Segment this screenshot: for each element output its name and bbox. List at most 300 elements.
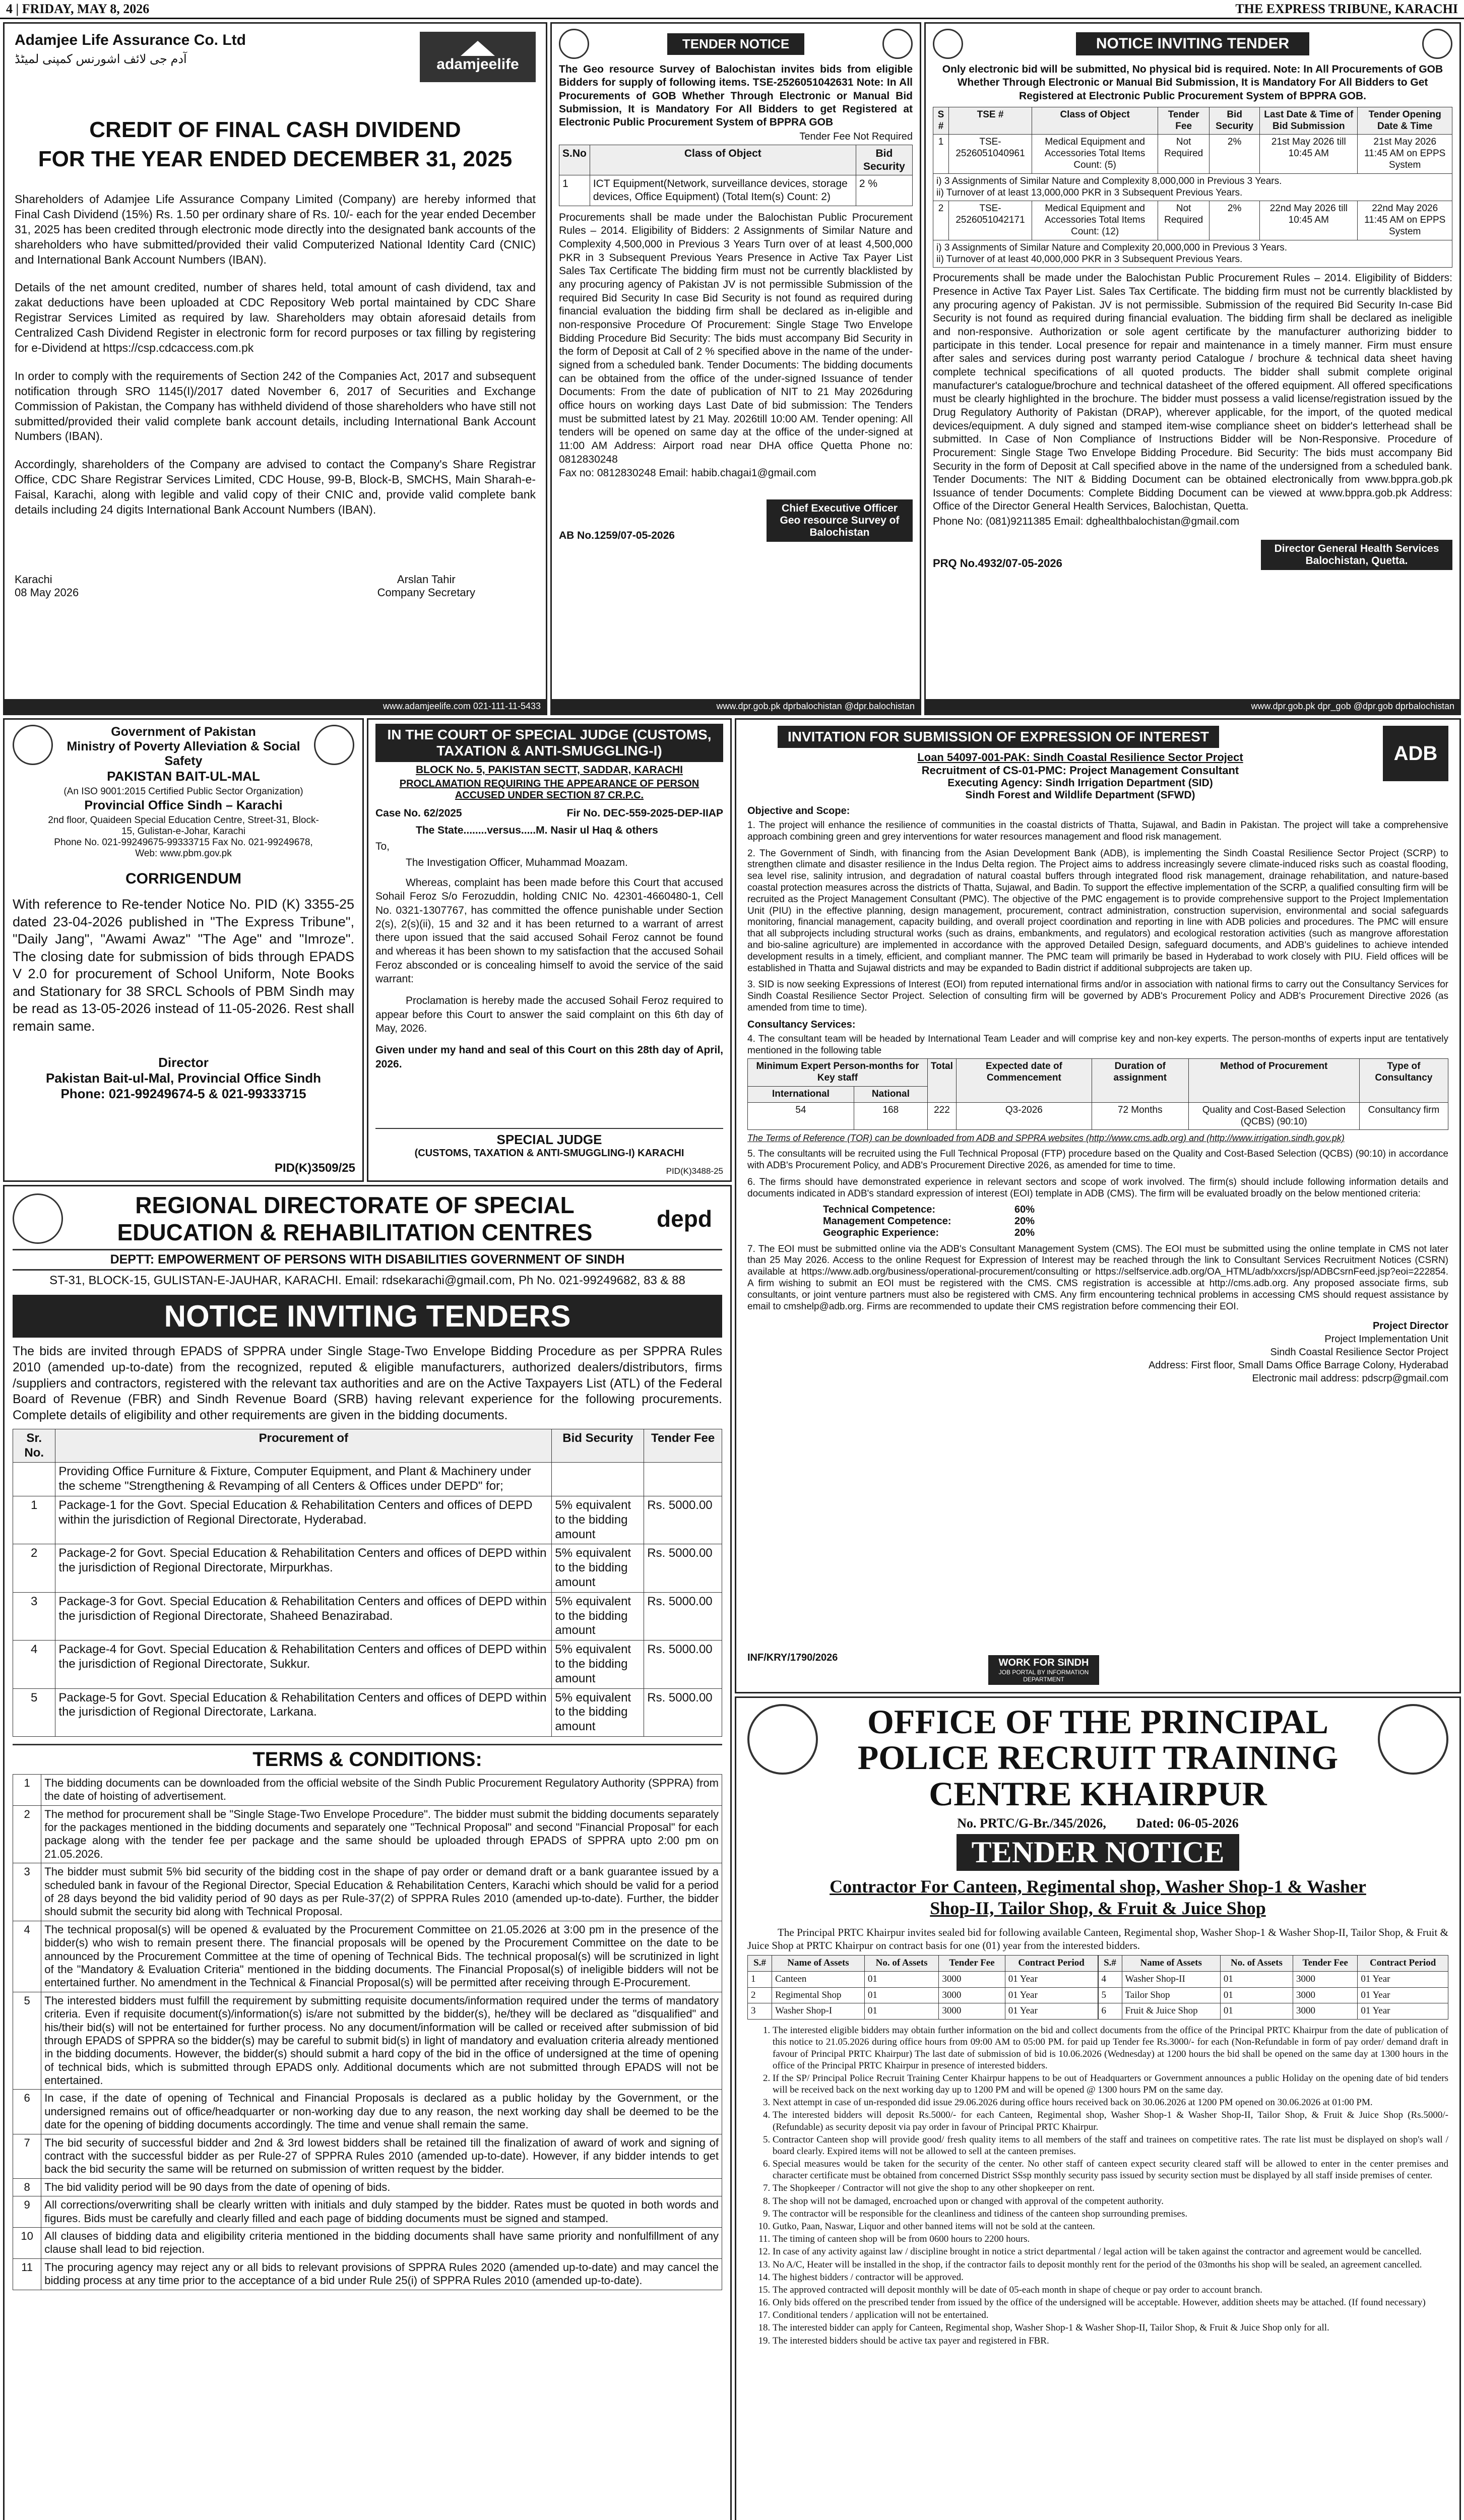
- health-th: Bid Security: [1210, 107, 1260, 135]
- term-row: [13, 2258, 722, 2290]
- cell: Not Required: [1158, 135, 1210, 173]
- court-to: To,: [375, 841, 390, 852]
- adb-logo: [1383, 726, 1448, 781]
- term-row: [13, 1863, 722, 1921]
- cell: Medical Equipment and Accessories Total Items Count: (12): [1032, 201, 1158, 240]
- adb-agency2: Sindh Forest and Wildlife Department (SFWD): [965, 789, 1195, 801]
- house-icon: [461, 41, 495, 56]
- health-th: TSE #: [949, 107, 1032, 135]
- health-th: Class of Object: [1032, 107, 1158, 135]
- cell: 2: [748, 1987, 772, 2003]
- adb-jp-text: JOB PORTAL BY INFORMATION DEPARTMENT: [998, 1669, 1089, 1683]
- term-text: All corrections/overwriting shall be clearly written with initials and duly stamped by the bidder. Rates must be quoted in both words and figures. Bids must be carefully and clearly filled and each page of bidding documents must be signed and stamped.: [41, 2196, 722, 2228]
- cell: 2: [13, 1544, 55, 1592]
- cell: 5: [13, 1688, 55, 1736]
- cell: 5: [1098, 1987, 1122, 2003]
- term-item: 18. The interested bidder can apply for Canteen, Regimental shop, Washer Shop-1 & Washer Shop-II, Tailor Shop, & Fruit & Juice Shop only for all.: [773, 2322, 1448, 2334]
- adb-dir2: Project Implementation Unit: [1324, 1334, 1448, 1345]
- adb-th: Total: [927, 1059, 956, 1102]
- health-note: ii) Turnover of at least 13,000,000 PKR in 3 Subsequent Previous Years.: [936, 187, 1243, 198]
- criteria-label: Geographic Experience:: [823, 1227, 939, 1238]
- adb-th: International: [748, 1086, 854, 1102]
- table-row: [748, 2003, 1098, 2020]
- court-officer: The Investigation Officer, Muhammad Moazam.: [406, 857, 628, 868]
- term-text: The bidding documents can be downloaded from the official website of the Sindh Public Procurement Regulatory Authority (SPPRA) from the date of hoisting of advertisement.: [41, 1774, 722, 1805]
- geo-tender-ad: [550, 22, 921, 715]
- adb-table: [747, 1058, 1448, 1130]
- table-row: [13, 1688, 722, 1736]
- depd-logo: depd: [657, 1206, 712, 1232]
- term-item: 9. The contractor will be responsible for the cleanliness and tidiness of the canteen shop surrounding premises.: [773, 2208, 1448, 2220]
- adb-p1: 1. The project will enhance the resilience of communities in the coastal districts of Thatta, Sujawal, and Badin in Pakistan. The project will take a comprehensive approach combining green and grey interventions for water resources management and flood risk management.: [747, 820, 1448, 842]
- health-th: Tender Opening Date & Time: [1358, 107, 1452, 135]
- adb-th: Expected date of Commencement: [956, 1059, 1092, 1102]
- cell: Rs. 5000.00: [644, 1688, 722, 1736]
- prtc-table-right: [1098, 1955, 1449, 2020]
- term-text: The interested bidders must fulfill the requirement by submitting requisite documents/information required under the terms of mandatory criteria. Even if requisite document(s)/information(s) is/are not submitted by the bidder(s), he/they will be declared as "disqualified" and his/their bid(s) will not be entertained for further process. No any document/information will be called or received after submission of bid through EPADS of SPPRA so the bidder(s) may be careful to submit bid(s) in light of mandatory and evaluation criteria already mentioned in the bidding documents. However, the bidder(s) should submit a hard copy of the bid in the office of undersigned at the time of opening of technical bids, which is submitted through EPADS only. Additional documents which are not submitted through EPADS will not be entertained.: [41, 1992, 722, 2090]
- term-text: The bid security of successful bidder and 2nd & 3rd lowest bidders shall be retained till the finalization of award of work and signing of contract with the successful bidder as per Rule-27 of SPPRA Rules 2010 (amended up-to-date). However, if any bidder intends to get back the bid security the same will be returned on submission of written request by the bidder.: [41, 2134, 722, 2178]
- health-tender-phone: Phone No: (081)9211385 Email: dghealthbalochistan@gmail.com: [933, 516, 1240, 528]
- cell: 01 Year: [1358, 1971, 1448, 1987]
- term-text: The bidder must submit 5% bid security of the bidding cost in the shape of pay order or demand draft or a bank guarantee issued by a scheduled bank in favour of the Regional Director, Special Education & Rehabilitation Centers, Karachi which should be valid for a period of 28 days beyond the bid validity period of 90 days as per Rule-37(2) of SPPRA Rules 2010 (amended up-to-date). Further, the bidder should submit the security bid along with Technical Proposal.: [41, 1863, 722, 1921]
- adb-p2: 2. The Government of Sindh, with financing from the Asian Development Bank (ADB), is implementing the Sindh Coastal Resilience Sector Project (SCRP) to strengthen climate and disaster resilience in the Indus Delta region. The Project aims to address increasingly severe climate-induced risks such as coastal flooding, sea level rise, salinity intrusion, and degradation of natural coastal buffers through integrated flood risk management, drainage rehabilitation, and nature-based coastal protection measures across the districts of Thatta, Sujawal, and Badin. To support the effective implementation of the SCRP, a qualified consulting firm will be recruited as the Project Management Consultant (PMC). The objective of the PMC engagement is to provide comprehensive support to the Project Implementation Unit (PIU) in the effective planning, design management, procurement, contract administration, construction supervision, environmental and social safeguards monitoring, financial management, capacity building, and overall project coordination and reporting in line with ADB policies and procedures. The PMC will ensure that all subprojects including structural works (such as drains, embankments, and regulators) and ecological restoration activities (such as mangrove afforestation and bio-saline agriculture) are implemented in accordance with the approved Detailed Design, safeguard documents, and ADB's guidelines to achieve intended development results in a timely, efficient, and compliant manner. The PMC team will primarily be based in Hyderabad to work closely with PIU. Field offices will be established in Thatta and Sujawal districts and may be expanded to Badin district if additional subprojects are taken up.: [747, 848, 1448, 974]
- adb-loan: Loan 54097-001-PAK: Sindh Coastal Resilience Sector Project: [917, 751, 1243, 764]
- cell: 1: [13, 1496, 55, 1544]
- adb-recruit: Recruitment of CS-01-PMC: Project Management Consultant: [921, 764, 1239, 777]
- geo-tender-body: Procurements shall be made under the Balochistan Public Procurement Rules – 2014. Eligibility of Bidders: 2 Assignments of Similar Nature and Complexity 4,500,000 in Previous 3 Years Turn over of at least 4,500,000 PKR in 3 Subsequent Previous Years Presence in Active Tax Payer List Sales Tax Certificate The bidding firm must not be currently blacklisted by any procuring agency of Pakistan JV is not permissible Submission of the required Bid Security In case Bid Security is not found as required during financial evaluation the bidding firm shall be declared as in-eligible and non-responsive Procedure Of Procurement: Single Stage Two Envelope Bidding Procedure Bid Security: The bids must accompany Bid Security in the form of Deposit at Call of 2 % specified above in the name of the under-signed from a scheduled bank. Tender Documents: The bidding documents can be obtained from the office of the under-signed Issuance of tender Documents: From the date of publication of NIT to 21 May 2026during office hours on working days Last Date of bid submission: The Tenders must be submitted latest by 21 May. 2026till 10:00 AM. Tender opening: All tenders will be opened on same day at the office of the under-signed at 11:00 AM Address: Airport road near DHA office Quetta Phone no: 0812830248: [559, 211, 913, 465]
- health-tender-header: NOTICE INVITING TENDER: [1076, 32, 1309, 55]
- term-row: [13, 2228, 722, 2259]
- adamjee-date: 08 May 2026: [15, 586, 79, 599]
- prtc-title3: CENTRE KHAIRPUR: [929, 1774, 1267, 1813]
- cell: Rs. 5000.00: [644, 1592, 722, 1640]
- cell: Q3-2026: [956, 1102, 1092, 1130]
- adamjee-p2: Details of the net amount credited, number of shares held, total amount of cash dividend, tax and zakat deductions have been uploaded at CDC Repository Web portal maintained by CDC Share Registrar Services Limited as required by law. Shareholders may obtain aforesaid details from Centralized Cash Dividend Register in electronic form for record purposes or tax filling by registering for e-Dividend at https://csp.cdcaccess.com.pk: [15, 281, 536, 355]
- health-tender-body: Procurements shall be made under the Balochistan Public Procurement Rules – 2014. Eligibility of Bidders: Presence in Active Tax Payer List. Sales Tax Certificate. The bidding firm must not be currently blacklisted by any procuring agency of Pakistan. JV is not permissible. Submission of the required Bid Security In-case Bid Security is not found as required during financial evaluation. The bidding firm shall be declared as ineligible and non-responsive. Authorization or sole agent certificate by the manufacturer authorizing bidder to participate in this tender. Local presence for repair and maintenance in a timely manner. Firm must ensure after sales and services during post warranty period Catalogue / brochure & technical data sheet having complete technical specifications of all quoted products. The bidder shall submit complete original manufacturer's catalogue/brochure and technical datasheet of the offered equipment. All offered specifications must be clearly highlighted in the brochure. The bidder must possess a valid license/registration issued by the Drug Regulatory Authority of Pakistan (DRAP), wherever applicable, for the import, of the quoted medical devices/equipment. A duly signed and stamped item-wise compliance sheet on bidder's letterhead shall be submitted. In Case of Non Compliance of Instructions Bidder will be Non-Responsive. Procedure of Procurement: Single Stage Two Envelope Bidding Procedure. Bid Security: The bids must accompany Bid Security in the form of Deposit at Call specified above in the name of the undersigned from a scheduled bank. Tender Documents: The NIT & Bidding Document can be obtained electronically from www.bppra.gob.pk Issuance of tender Documents: Complete Bidding Document can be viewed at www.bppra.gob.pk Address: Office of the Director General Health Services, Balochistan, Quetta.: [933, 272, 1452, 513]
- geo-survey-logo-icon: [882, 29, 913, 59]
- court-state: The State........versus.....M. Nasir ul Haq & others: [416, 825, 658, 836]
- prtc-ad: [735, 1696, 1461, 2520]
- adb-th: National: [854, 1086, 927, 1102]
- term-item: 1. The interested eligible bidders may obtain further information on the bid and collect documents from the office of the Principal PRTC Khairpur from the date of publication of this notice to 21.05.2026 during office hours from 09:00 AM to 05:00 PM. for paid up Tender fee Rs.3000/- for each (Non-Refundable in form of pay order/ demand draft in favour of Principal PRTC Khairpur) The last date of submission of bid is 10.06.2026 (Wednesday) at 1200 hours the bid shall be opened on the same day at 1300 hours in the office of the Principal PRTC Khairpur in presence of interested bidders.: [773, 2025, 1448, 2071]
- sindh-police-logo-icon: [1378, 1704, 1448, 1775]
- adamjee-footer: [5, 699, 546, 714]
- balochistan-emblem-icon: [933, 29, 963, 59]
- term-number: 5: [13, 1992, 41, 2090]
- pbm-addr: 2nd floor, Quaideen Special Education Centre, Street-31, Block-15, Gulistan-e-Johar, Karachi: [48, 815, 319, 837]
- depd-sub: DEPTT: EMPOWERMENT OF PERSONS WITH DISABILITIES GOVERNMENT OF SINDH: [13, 1249, 722, 1271]
- adamjee-signer-title: Company Secretary: [377, 586, 475, 599]
- prtc-th: Name of Assets: [1122, 1956, 1220, 1972]
- health-note: i) 3 Assignments of Similar Nature and Complexity 20,000,000 in Previous 3 Years.: [936, 242, 1287, 253]
- criteria-weight: 60%: [1014, 1204, 1035, 1215]
- cell: Package-3 for Govt. Special Education & Rehabilitation Centers and offices of DEPD within the jurisdiction of Regional Directorate, Shaheed Benazirabad.: [55, 1592, 552, 1640]
- cell: 1: [748, 1971, 772, 1987]
- term-number: 7: [13, 2134, 41, 2178]
- adamjee-p4: Accordingly, shareholders of the Company are advised to contact the Company's Share Registrar Office, CDC Share Registrar Services Limited, CDC House, 99-B, Block-B, SMCHS, Main Sharah-e-Faisal, Karachi, along with legible and valid copy of their CNIC and, provide valid complete bank details including 24 digits International Bank Account Numbers (IBAN).: [15, 458, 536, 517]
- term-row: [13, 1805, 722, 1863]
- term-row: [13, 1921, 722, 1992]
- depd-title2: EDUCATION & REHABILITATION CENTRES: [117, 1219, 593, 1245]
- court-title: IN THE COURT OF SPECIAL JUDGE (CUSTOMS, TAXATION & ANTI-SMUGGLING-I): [375, 724, 723, 762]
- cell: 3000: [939, 1987, 1005, 2003]
- pbm-title: CORRIGENDUM: [125, 870, 241, 887]
- pbm-ad: [3, 718, 364, 1182]
- adb-title: INVITATION FOR SUBMISSION OF EXPRESSION OF INTEREST: [778, 726, 1219, 748]
- court-case: Case No. 62/2025: [375, 807, 462, 819]
- adb-wfs-logo: [988, 1655, 1099, 1685]
- depd-table: [13, 1429, 722, 1737]
- geo-tender-footer: [552, 699, 920, 714]
- adb-obj: Objective and Scope:: [747, 805, 850, 816]
- cell: 5% equivalent to the bidding amount: [552, 1641, 644, 1688]
- prtc-dated: Dated: 06-05-2026: [1136, 1816, 1239, 1831]
- table-row: [748, 1987, 1098, 2003]
- prtc-intro: The Principal PRTC Khairpur invites sealed bid for following available Canteen, Regimental shop, Washer Shop-1 & Washer Shop-II, Tailor Shop, & Fruit & Juice Shop at PRTC Khairpur on contract basis for one (01) year from the interested bidders.: [747, 1926, 1448, 1951]
- geo-tender-footer-text: www.dpr.gob.pk dprbalochistan @dpr.balochistan: [716, 701, 915, 711]
- adb-p3: 3. SID is now seeking Expressions of Interest (EOI) from reputed international firms and/or in association with national firms to carry out the Consultancy Services for Sindh Coastal Resilience Sector Project. Selection of consulting firm will be governed by ADB's Procurement Policy and ADB's Procurement Directive 2026 (as amended from time to time).: [747, 979, 1448, 1013]
- term-text: The technical proposal(s) will be opened & evaluated by the Procurement Committee on 21.05.2026 at 3:00 pm in the presence of the bidder(s) who wish to remain present there. The financial proposals will be opened by the Procurement Committee on the date to be announced by the Procurement Committee at the time of opening of Technical Bids. The technical proposal(s) will be scrutinized in light of the "Mandatory & Evaluation Criteria" mentioned in the bidding documents. The Financial Proposal(s) of ineligible bidders will not be entertained further. No amendment in the Technical & Financial Proposal(s) will be permitted after receiving through E-Procurement.: [41, 1921, 722, 1992]
- cell: 6: [1098, 2003, 1122, 2020]
- term-number: 9: [13, 2196, 41, 2228]
- depd-intro-row: Providing Office Furniture & Fixture, Computer Equipment, and Plant & Machinery under the scheme "Strengthening & Revamping of all Centers & Offices under DEPD" for;: [55, 1463, 552, 1496]
- police-emblem-icon: [747, 1704, 818, 1775]
- prtc-tn: TENDER NOTICE: [957, 1834, 1240, 1871]
- cell: ICT Equipment(Network, surveillance devices, storage devices, Office Equipment) (Total Item(s) Count: 2): [590, 175, 856, 206]
- prtc-th: Tender Fee: [1293, 1956, 1358, 1972]
- cell: 3: [748, 2003, 772, 2020]
- court-addr: BLOCK No. 5, PAKISTAN SECTT, SADDAR, KARACHI: [415, 764, 683, 776]
- health-tender-ref: PRQ No.4932/07-05-2026: [933, 557, 1062, 570]
- cell: Package-1 for the Govt. Special Education & Rehabilitation Centers and offices of DEPD within the jurisdiction of Regional Directorate, Hyderabad.: [55, 1496, 552, 1544]
- term-row: [13, 2134, 722, 2178]
- cell: Package-5 for Govt. Special Education & Rehabilitation Centers and offices of DEPD within the jurisdiction of Regional Directorate, Larkana.: [55, 1688, 552, 1736]
- health-note: ii) Turnover of at least 40,000,000 PKR in 3 Subsequent Previous Years.: [936, 254, 1243, 265]
- adb-th: Minimum Expert Person-months for Key staff: [748, 1059, 928, 1087]
- cell: 4: [1098, 1971, 1122, 1987]
- term-item: 15. The approved contracted will deposit monthly will be date of 05-each month in shape of cheque or pay order to account branch.: [773, 2284, 1448, 2296]
- prtc-th: Contract Period: [1005, 1956, 1098, 1972]
- term-item: 14. The highest bidders / contractor will be approved.: [773, 2272, 1448, 2283]
- cell: 01: [1220, 2003, 1293, 2020]
- term-item: 5. Contractor Canteen shop will provide good/ fresh quality items to all members of the staff and trainees on competitive rates. The rate list must be displayed on shop's wall / board clearly. Expired items will not be allowed to sell at the canteen premises.: [773, 2134, 1448, 2157]
- prtc-title1: OFFICE OF THE PRINCIPAL: [867, 1703, 1328, 1741]
- depd-terms: [13, 1774, 722, 2290]
- cell: Rs. 5000.00: [644, 1544, 722, 1592]
- term-number: 10: [13, 2228, 41, 2259]
- pbm-office: Provincial Office Sindh – Karachi: [84, 798, 283, 812]
- depd-th: Bid Security: [552, 1429, 644, 1463]
- cell: 54: [748, 1102, 854, 1130]
- masthead: [0, 0, 1464, 19]
- cell: 2%: [1210, 135, 1260, 173]
- criteria-item: [823, 1204, 1035, 1216]
- table-row: [13, 1592, 722, 1640]
- pbm-org: PAKISTAN BAIT-UL-MAL: [107, 769, 260, 784]
- term-row: [13, 2090, 722, 2134]
- pbm-sign: Director: [158, 1055, 209, 1070]
- criteria-weight: 20%: [1014, 1227, 1035, 1238]
- term-item: 19. The interested bidders should be active tax payer and registered in FBR.: [773, 2335, 1448, 2347]
- term-item: 12. In case of any activity against law / discipline brought in notice a strict departmental / legal action will be taken against the contractor and agreement would be cancelled.: [773, 2246, 1448, 2257]
- court-ref: PID(K)3488-25: [666, 1166, 723, 1176]
- adb-dir: Project Director: [1372, 1320, 1448, 1332]
- pbm-phone: Phone No. 021-99249675-99333715 Fax No. 021-99249678, Web: www.pbm.gov.pk: [54, 837, 313, 859]
- adb-th: Duration of assignment: [1092, 1059, 1188, 1102]
- term-number: 2: [13, 1805, 41, 1863]
- pbm-ministry: Ministry of Poverty Alleviation & Social Safety: [67, 739, 300, 768]
- term-number: 11: [13, 2258, 41, 2290]
- cell: 21st May 2026 11:45 AM on EPPS System: [1358, 135, 1452, 173]
- court-fir: Fir No. DEC-559-2025-DEP-IIAP: [566, 807, 723, 819]
- health-tender-table: [933, 107, 1452, 268]
- cell: Fruit & Juice Shop: [1122, 2003, 1220, 2020]
- adb-addr: Address: First floor, Small Dams Office Barrage Colony, Hyderabad: [1148, 1360, 1448, 1371]
- col-security: Bid Security: [856, 145, 912, 175]
- pakistan-emblem-icon: [13, 725, 53, 765]
- cell: 5% equivalent to the bidding amount: [552, 1688, 644, 1736]
- depd-nit: NOTICE INVITING TENDERS: [13, 1295, 722, 1338]
- prtc-table-left: [747, 1955, 1098, 2020]
- cell: 4: [13, 1641, 55, 1688]
- cell: 72 Months: [1092, 1102, 1188, 1130]
- prtc-th: No. of Assets: [1220, 1956, 1293, 1972]
- cell: Quality and Cost-Based Selection (QCBS) (90:10): [1188, 1102, 1359, 1130]
- cell: Rs. 5000.00: [644, 1641, 722, 1688]
- prtc-th: S.#: [1098, 1956, 1122, 1972]
- health-note: i) 3 Assignments of Similar Nature and Complexity 8,000,000 in Previous 3 Years.: [936, 175, 1282, 186]
- cell: 5% equivalent to the bidding amount: [552, 1544, 644, 1592]
- table-row: [933, 201, 1452, 240]
- prtc-no: No. PRTC/G-Br./345/2026,: [957, 1816, 1106, 1831]
- cell: 3000: [1293, 1971, 1358, 1987]
- adamjee-company: Adamjee Life Assurance Co. Ltd: [15, 32, 246, 48]
- cell: Rs. 5000.00: [644, 1496, 722, 1544]
- term-item: 17. Conditional tenders / application will not be entertained.: [773, 2309, 1448, 2321]
- adb-cs: Consultancy Services:: [747, 1019, 856, 1030]
- court-sign-sub: (CUSTOMS, TAXATION & ANTI-SMUGGLING-I) KARACHI: [414, 1148, 684, 1159]
- adb-ref: INF/KRY/1790/2026: [747, 1652, 838, 1663]
- cell: Consultancy firm: [1359, 1102, 1448, 1130]
- court-sign: [375, 1128, 723, 1162]
- prtc-th: No. of Assets: [864, 1956, 939, 1972]
- prtc-th: Contract Period: [1358, 1956, 1448, 1972]
- balochistan-emblem-icon: [559, 29, 589, 59]
- table-row: [13, 1496, 722, 1544]
- cell: 01: [1220, 1987, 1293, 2003]
- term-row: [13, 1774, 722, 1805]
- term-item: 6. Special measures would be taken for the security of the center. No other staff of canteen expect security cleared staff will be allowed to enter in the center premises and character certificate must be obtained from concerned District SSsp monthly security pass issued by security section must be displayed by all staff inside premises of center.: [773, 2158, 1448, 2181]
- cell: Package-2 for Govt. Special Education & Rehabilitation Centers and offices of DEPD within the jurisdiction of Regional Directorate, Mirpurkhas.: [55, 1544, 552, 1592]
- term-item: 4. The interested bidders will deposit Rs.5000/- for each Canteen, Regimental shop, Washer Shop-1 & Washer Shop-II, Tailor Shop, & Fruit & Juice Shop (Rs.5000/- (Refundable) as security deposit via pay order in favour of Principal PRTC Khairpur.: [773, 2109, 1448, 2132]
- cell: Washer Shop-I: [772, 2003, 865, 2020]
- cell: Canteen: [772, 1971, 865, 1987]
- cell: Regimental Shop: [772, 1987, 865, 2003]
- cell: 3000: [939, 1971, 1005, 1987]
- cell: 5% equivalent to the bidding amount: [552, 1496, 644, 1544]
- geo-tender-ref: AB No.1259/07-05-2026: [559, 530, 675, 542]
- adamjee-p1: Shareholders of Adamjee Life Assurance Company Limited (Company) are hereby informed that Final Cash Dividend (15%) Rs. 1.50 per ordinary share of Rs. 10/- each for the year ended December 31, 2025 has been credited through electronic mode directly into the designated bank accounts of the shareholders who have submitted/provided their valid Computerized National Identity Card (CNIC) and International Bank Account Numbers (IBAN).: [15, 193, 536, 266]
- cell: Tailor Shop: [1122, 1987, 1220, 2003]
- cell: 3000: [1293, 1987, 1358, 2003]
- term-item: 8. The shop will not be damaged, encroached upon or changed with approval of the competent authority.: [773, 2195, 1448, 2207]
- adamjee-p3: In order to comply with the requirements of Section 242 of the Companies Act, 2017 and subsequent notification through SRO 1145(I)/2017 dated November 6, 2017 of Securities and Exchange Commission of Pakistan, the Company has withheld dividend of those shareholders who have still not submitted/provided their valid complete bank account details, including International Bank Account Numbers (IBAN).: [15, 369, 536, 443]
- adamjee-place: Karachi: [15, 573, 52, 586]
- term-text: The bid validity period will be 90 days from the date of opening of bids.: [41, 2178, 722, 2196]
- col-sno: S.No: [559, 145, 590, 175]
- table-row: [748, 1102, 1448, 1130]
- pbm-iso: (An ISO 9001:2015 Certified Public Sector Organization): [63, 786, 303, 797]
- adb-th: Type of Consultancy: [1359, 1059, 1448, 1102]
- cell: 01: [864, 1987, 939, 2003]
- term-item: 16. Only bids offered on the prescribed tender from issued by the office of the undersigned will be acceptable. However, addition sheets may be attached. (If found necessary): [773, 2297, 1448, 2308]
- cell: 2: [933, 201, 949, 240]
- adb-tor: The Terms of Reference (TOR) can be downloaded from ADB and SPPRA websites (http://www.cms.adb.org) and (http://www.irrigation.sindh.gov.pk): [747, 1133, 1345, 1144]
- prtc-th: Name of Assets: [772, 1956, 865, 1972]
- term-text: The method for procurement shall be "Single Stage-Two Envelope Procedure". The bidder must submit the bidding documents separately for the packages mentioned in the bidding documents and separately one "Technical Proposal" and second "Financial Proposal" for each package along with the tender fee per package and the same should be uploaded through EPADS of SPPRA upto 2:00 pm on 21.05.2026.: [41, 1805, 722, 1863]
- term-item: 11. The timing of canteen shop will be from 0600 hours to 2200 hours.: [773, 2233, 1448, 2245]
- court-sign-title: SPECIAL JUDGE: [496, 1132, 602, 1147]
- cell: Not Required: [1158, 201, 1210, 240]
- prtc-sub: Contractor For Canteen, Regimental shop, Washer Shop-1 & Washer Shop-II, Tailor Shop, & Fruit & Juice Shop: [830, 1876, 1366, 1919]
- term-text: The procuring agency may reject any or all bids to relevant provisions of SPPRA Rules 2020 (amended up-to-date) and may cancel the bidding process at any time prior to the acceptance of a bid under Rule 25(i) of SPPRA Rules 2010 (amended up-to-date).: [41, 2258, 722, 2290]
- adamjee-urdu: آدم جی لائف اشورنس کمپنی لمیٹڈ: [15, 52, 187, 66]
- cell: 2%: [1210, 201, 1260, 240]
- cell: 01: [1220, 1971, 1293, 1987]
- term-number: 3: [13, 1863, 41, 1921]
- pbm-sign2: Pakistan Bait-ul-Mal, Provincial Office Sindh: [45, 1070, 322, 1086]
- pbm-phones: Phone: 021-99249674-5 & 021-99333715: [60, 1086, 306, 1102]
- health-th: S #: [933, 107, 949, 135]
- term-number: 1: [13, 1774, 41, 1805]
- health-th: Last Date & Time of Bid Submission: [1260, 107, 1358, 135]
- adamjee-signer: Arslan Tahir: [397, 573, 456, 586]
- prtc-terms: [773, 2025, 1448, 2346]
- geo-tender-header: TENDER NOTICE: [667, 33, 804, 55]
- term-item: 2. If the SP/ Principal Police Recruit Training Center Khairpur happens to be out of Headquarters or Government announces a public Holiday on the opening date of bid tenders will be received back on the next working day up to 1200 PM and will be opened @ 1300 hours PM on the same day.: [773, 2072, 1448, 2096]
- geo-tender-table: [559, 145, 913, 206]
- cell: 2 %: [856, 175, 912, 206]
- term-number: 4: [13, 1921, 41, 1992]
- health-tender-footer: [926, 699, 1459, 714]
- adamjee-footer-text: www.adamjeelife.com 021-111-11-5433: [383, 701, 541, 711]
- table-row: [13, 1544, 722, 1592]
- court-p1: Whereas, complaint has been made before this Court that accused Sohail Feroz S/o Ferozuddin, holding CNIC No. 42301-4660480-1, Cell No. 0321-1307767, has committed the offence punishable under Section 2(s), 2(s)(ii), 15 and 32 and it has been returned to a warrant of arrest there upon issued that the said accused Sohail Feroz cannot be found and whereas it has been shown to my satisfaction that the accused Sohail Feroz absconded or is concealing himself to avoid the service of the said warrant:: [375, 877, 723, 985]
- depd-th: Tender Fee: [644, 1429, 722, 1463]
- adamjee-title2: FOR THE YEAR ENDED DECEMBER 31, 2025: [38, 147, 513, 171]
- term-text: All clauses of bidding data and eligibility criteria mentioned in the bidding documents shall have same priority and nonfulfillment of any clause shall lead to bid rejection.: [41, 2228, 722, 2259]
- court-ad: [367, 718, 732, 1182]
- adamjee-logo-text: adamjeelife: [436, 56, 519, 73]
- depd-th: Procurement of: [55, 1429, 552, 1463]
- term-item: 10. Gutko, Paan, Naswar, Liquor and other banned items will not be sold at the canteen.: [773, 2221, 1448, 2232]
- pbm-gov: Government of Pakistan: [111, 725, 256, 739]
- table-row: [748, 1971, 1098, 1987]
- adb-email: Electronic mail address: pdscrp@gmail.com: [1252, 1373, 1448, 1384]
- cell: 01 Year: [1358, 2003, 1448, 2020]
- adb-p6: 6. The firms should have demonstrated experience in relevant sectors and scope of work involved. The firm(s) should include following information details and documents indicated in ADB's standard expression of interest (EOI) template in ADB (CMS). The firm will be evaluated broadly on the below mentioned criteria:: [747, 1176, 1448, 1199]
- health-tender-intro: Only electronic bid will be submitted, No physical bid is required. Note: In All Procurements of GOB Whether Through Electronic or Manual Bid Submission, It is Mandatory For All Bidders to Get Registered at Electronic Public Procurement System of BPPRA GOB.: [942, 64, 1443, 102]
- adb-p7: 7. The EOI must be submitted online via the ADB's Consultant Management System (CMS). The EOI must be submitted using the online template in CMS not later than 25 May 2026. Access to the online Request for Expression of Interest may be reached through the link to Consultant Services Recruitment Notices (CSRN) available at https://www.adb.org/business/operational-procurement/consulting or https://selfservice.adb.org/OA_HTML/adb/xxcrs/jsp/ADBCsrnFeed.jsp?eoi=222854. A firm wishing to submit an EOI must be registered with the CMS. CMS registration is accessible at http://cms.adb.org. Any proposed associate firms, sub consultants, or joint venture partners must also be registered with CMS. Any firm encountering technical problems in accessing CMS should request assistance by email to cmshelp@adb.org. Firms are recommended to update their CMS registration before commencing their EOI.: [747, 1243, 1448, 1312]
- depd-ad: [3, 1185, 732, 2520]
- criteria-label: Management Competence:: [823, 1215, 951, 1227]
- col-class: Class of Object: [590, 145, 856, 175]
- geo-tender-intro: The Geo resource Survey of Balochistan invites bids from eligible Bidders for supply of following items. TSE-2526051042631 Note: In All Procurements of GOB Whether Through Electronic or Manual Bid Submission, It is Mandatory For All Bidders to get Registered at Electronic Public Procurement System of BPPRA GOB: [559, 64, 913, 128]
- court-proc: PROCLAMATION REQUIRING THE APPEARANCE OF PERSON ACCUSED UNDER SECTION 87 CR.P.C.: [399, 778, 699, 801]
- cell: 22nd May 2026 11:45 AM on EPPS System: [1358, 201, 1452, 240]
- adb-agency: Executing Agency: Sindh Irrigation Department (SID): [947, 777, 1213, 789]
- term-row: [13, 1992, 722, 2090]
- cell: 01: [864, 1971, 939, 1987]
- court-p3: Given under my hand and seal of this Court on this 28th day of April, 2026.: [375, 1044, 723, 1070]
- health-tender-sign: Director General Health Services Balochistan, Quetta.: [1261, 540, 1452, 570]
- cell: 5% equivalent to the bidding amount: [552, 1592, 644, 1640]
- cell: 01 Year: [1005, 1987, 1098, 2003]
- adamjee-logo: [420, 32, 536, 82]
- adb-wfs-text: WORK FOR SINDH: [998, 1657, 1089, 1668]
- health-dept-logo-icon: [1422, 29, 1452, 59]
- cell: 22nd May 2026 till 10:45 AM: [1260, 201, 1358, 240]
- adamjee-ad: [3, 22, 547, 715]
- prtc-title2: POLICE RECRUIT TRAINING: [857, 1738, 1339, 1777]
- cell: 168: [854, 1102, 927, 1130]
- cell: TSE-2526051040961: [949, 135, 1032, 173]
- adb-th: Method of Procurement: [1188, 1059, 1359, 1102]
- adamjee-title1: CREDIT OF FINAL CASH DIVIDEND: [89, 117, 461, 142]
- geo-tender-sign: Chief Executive Officer Geo resource Survey of Balochistan: [767, 499, 913, 542]
- cell: 01 Year: [1005, 2003, 1098, 2020]
- criteria-item: [823, 1227, 1035, 1239]
- term-row: [13, 2178, 722, 2196]
- term-text: In case, if the date of opening of Technical and Financial Proposals is declared as a public holiday by the Government, or the undersigned remains out of office/headquarter or non-working day due to any reason, the next working day shall be deemed to be the date for the opening of bidding documents accordingly. The time and venue shall remain the same.: [41, 2090, 722, 2134]
- depd-addr: ST-31, BLOCK-15, GULISTAN-E-JAUHAR, KARACHI. Email: rdsekarachi@gmail.com, Ph No. 021-99249682, 83 & 88: [49, 1274, 685, 1287]
- table-row: [1098, 1987, 1448, 2003]
- prtc-th: Tender Fee: [939, 1956, 1005, 1972]
- term-item: 13. No A/C, Heater will be installed in the shop, if the contractor fails to deposit monthly rent for the period of the 03months his shop will be sealed, an agreement cancelled.: [773, 2259, 1448, 2271]
- cell: 1: [559, 175, 590, 206]
- cell: Medical Equipment and Accessories Total Items Count: (5): [1032, 135, 1158, 173]
- term-number: 8: [13, 2178, 41, 2196]
- adb-ad: [735, 718, 1461, 1693]
- masthead-paper: THE EXPRESS TRIBUNE, KARACHI: [1235, 1, 1458, 16]
- depd-intro: The bids are invited through EPADS of SPPRA under Single Stage-Two Envelope Bidding Procedure as per SPPRA Rules 2010 (amended up-to-date) from the recognized, reputed & eligible manufacturers, authorized dealers/distributors, firms /suppliers and contractors, registered with the relevant tax authorities and are on the Active Taxpayers List (ATL) of the Federal Board of Revenue (FBR) and Sindh Revenue Board (SRB) having relevant experience for the following procurements. Complete details of eligibility and other requirements are given in the bidding documents.: [13, 1344, 722, 1422]
- cell: 01 Year: [1005, 1971, 1098, 1987]
- cell: 21st May 2026 till 10:45 AM: [1260, 135, 1358, 173]
- cell: 3000: [939, 2003, 1005, 2020]
- term-item: 7. The Shopkeeper / Contractor will not give the shop to any other shopkeeper on rent.: [773, 2182, 1448, 2194]
- cell: 3000: [1293, 2003, 1358, 2020]
- geo-tender-fee-note: Tender Fee Not Required: [799, 131, 913, 143]
- table-row: [13, 1641, 722, 1688]
- cell: 01 Year: [1358, 1987, 1448, 2003]
- pbm-logo-icon: [314, 725, 354, 765]
- criteria-weight: 20%: [1014, 1215, 1035, 1227]
- court-p2: Proclamation is hereby made the accused Sohail Feroz required to appear before this Court to answer the said complaint on this 6th day of May, 2026.: [375, 995, 723, 1034]
- cell: 222: [927, 1102, 956, 1130]
- geo-tender-contact: Fax no: 0812830248 Email: habib.chagai1@gmail.com: [559, 467, 816, 479]
- cell: Package-4 for Govt. Special Education & Rehabilitation Centers and offices of DEPD within the jurisdiction of Regional Directorate, Sukkur.: [55, 1641, 552, 1688]
- health-tender-ad: [924, 22, 1461, 715]
- table-row: [933, 135, 1452, 173]
- masthead-date: 4 | FRIDAY, MAY 8, 2026: [6, 1, 150, 16]
- prtc-th: S.#: [748, 1956, 772, 1972]
- adb-criteria: [823, 1204, 1448, 1239]
- cell: 3: [13, 1592, 55, 1640]
- criteria-item: [823, 1216, 1035, 1227]
- criteria-label: Technical Competence:: [823, 1204, 936, 1215]
- adb-p5: 5. The consultants will be recruited using the Full Technical Proposal (FTP) procedure based on the Quality and Cost-Based Selection (QCBS) (90:10) in accordance with ADB's Procurement Policy, and ADB's Procurement Directive 2026, as amended for time to time.: [747, 1149, 1448, 1171]
- table-row: [1098, 2003, 1448, 2020]
